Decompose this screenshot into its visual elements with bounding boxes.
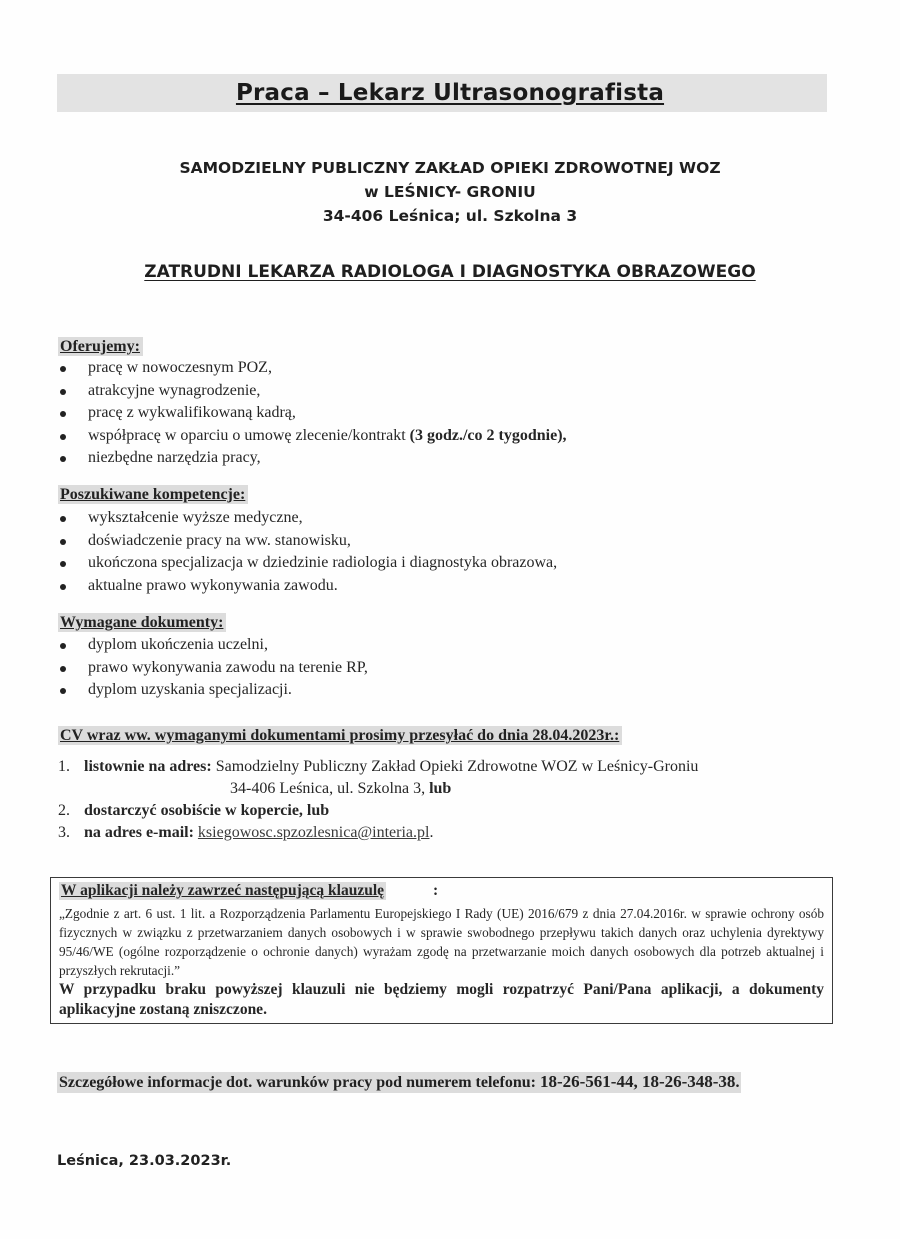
list-item: niezbędne narzędzia pracy, bbox=[58, 447, 567, 470]
list-item: pracę w nowoczesnym POZ, bbox=[58, 357, 567, 380]
clause-text: „Zgodnie z art. 6 ust. 1 lit. a Rozporządzenia Parlamentu Europejskiego I Rady (UE) 2016/679 z dnia 27.04.2016r. w sprawie ochrony osób fizycznych w związku z przetwarzaniem danych osobowych i w sprawie swobodnego przepływu takich danych oraz uchylenia dyrektywy 95/46/WE (ogólne rozporządzenie o ochronie danych) wyrażam zgodę na przetwarzanie moich danych osobowych dla potrzeb aktualnej i przyszłych rekrutacji.” bbox=[59, 906, 824, 978]
competences-list bbox=[58, 507, 557, 597]
list-item: 1. listownie na adres: Samodzielny Publiczny Zakład Opieki Zdrowotne WOZ w Leśnicy-Groniu 34-406 Leśnica, ul. Szkolna 3, lub bbox=[58, 758, 699, 797]
list-item: doświadczenie pracy na ww. stanowisku, bbox=[58, 530, 557, 553]
list-item: 2. dostarczyć osobiście w kopercie, lub bbox=[58, 802, 330, 819]
email-link[interactable]: ksiegowosc.spzozlesnica@interia.pl bbox=[197, 824, 430, 841]
list-item: dyplom uzyskania specjalizacji. bbox=[58, 679, 368, 702]
page-title: Praca – Lekarz Ultrasonografista bbox=[235, 80, 665, 106]
list-item: pracę z wykwalifikowaną kadrą, bbox=[58, 402, 567, 425]
documents-list bbox=[58, 634, 368, 702]
contact-line: Szczegółowe informacje dot. warunków pracy pod numerem telefonu: 18-26-561-44, 18-26-348-38. bbox=[59, 1072, 740, 1091]
contact-text: Szczegółowe informacje dot. warunków pracy pod numerem telefonu: bbox=[59, 1074, 540, 1091]
date-line: Leśnica, 23.03.2023r. bbox=[57, 1153, 232, 1169]
list-item: atrakcyjne wynagrodzenie, bbox=[58, 380, 567, 403]
list-item: 3. na adres e-mail: ksiegowosc.spzozlesnica@interia.pl. bbox=[58, 824, 434, 841]
job-headline: ZATRUDNI LEKARZA RADIOLOGA I DIAGNOSTYKA OBRAZOWEGO bbox=[144, 262, 756, 282]
list-item: aktualne prawo wykonywania zawodu. bbox=[58, 575, 557, 598]
submission-heading: CV wraz ww. wymaganymi dokumentami prosimy przesyłać do dnia 28.04.2023r.: bbox=[58, 726, 622, 745]
list-item: prawo wykonywania zawodu na terenie RP, bbox=[58, 657, 368, 680]
list-item: ukończona specjalizacja w dziedzinie radiologia i diagnostyka obrazowa, bbox=[58, 552, 557, 575]
clause-warning: W przypadku braku powyższej klauzuli nie będziemy mogli rozpatrzyć Pani/Pana aplikacji, a dokumenty aplikacyjne zostaną zniszczone. bbox=[59, 981, 824, 1018]
clause-heading-colon: : bbox=[433, 882, 439, 899]
list-item: współpracę w oparciu o umowę zlecenie/kontrakt (3 godz./co 2 tygodnie), bbox=[58, 425, 567, 448]
clause-heading: W aplikacji należy zawrzeć następującą klauzulę bbox=[61, 882, 385, 899]
documents-heading: Wymagane dokumenty: bbox=[58, 613, 226, 632]
phone-numbers: 18-26-561-44, 18-26-348-38 bbox=[539, 1072, 736, 1091]
clause-box bbox=[50, 877, 833, 1024]
competences-heading: Poszukiwane kompetencje: bbox=[58, 485, 248, 504]
list-item: dyplom ukończenia uczelni, bbox=[58, 634, 368, 657]
offer-list bbox=[58, 357, 567, 470]
offer-heading: Oferujemy: bbox=[58, 337, 143, 356]
submission-list bbox=[58, 756, 698, 844]
list-item: wykształcenie wyższe medyczne, bbox=[58, 507, 557, 530]
employer-location: w LEŚNICY- GRONIU bbox=[364, 183, 536, 201]
employer-name: SAMODZIELNY PUBLICZNY ZAKŁAD OPIEKI ZDROWOTNEJ WOZ bbox=[179, 159, 721, 177]
employer-address: 34-406 Leśnica; ul. Szkolna 3 bbox=[322, 207, 578, 225]
employer-block bbox=[0, 156, 900, 228]
